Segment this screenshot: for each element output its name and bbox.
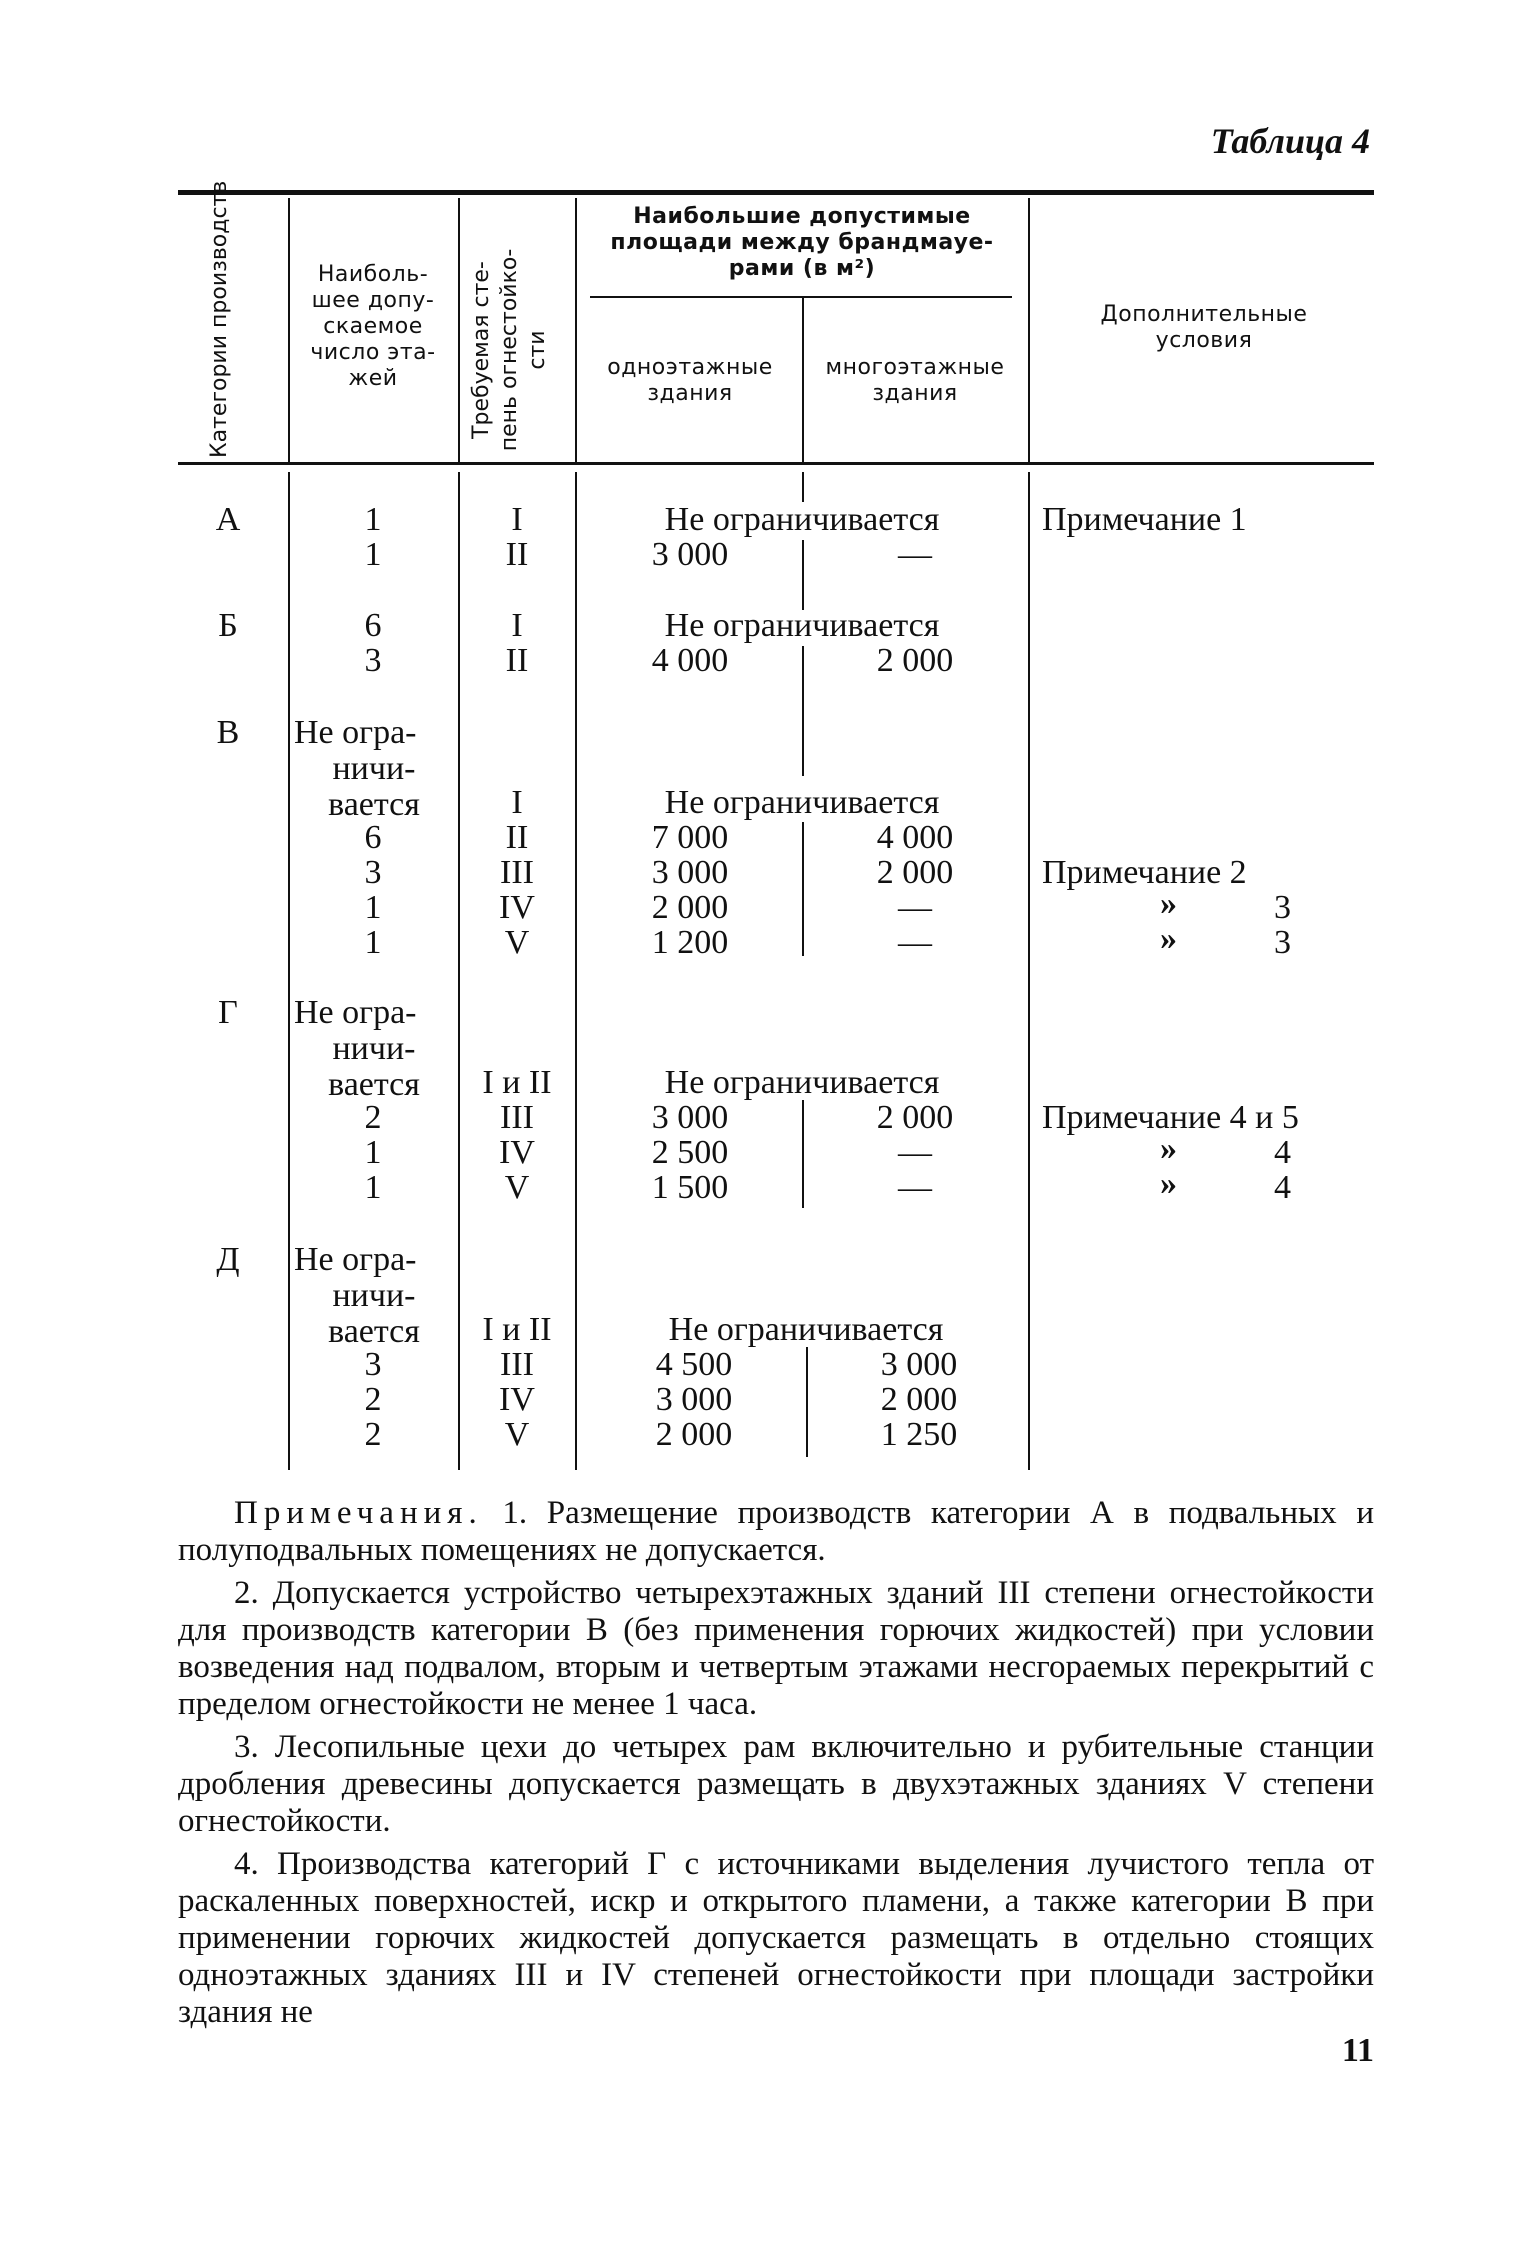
header-area-group (580, 204, 1024, 282)
unlimited-text: Не ограничивается (664, 501, 940, 538)
body-divider (1028, 472, 1030, 1470)
body-divider (575, 472, 577, 1470)
note-1-text: 1. Размещение производств категории А в подвальных и полуподвальных помещениях не допускается. (178, 1495, 1375, 1568)
floors-value: 1 (364, 1134, 382, 1171)
unlimited-text: Не ограничивается (664, 607, 940, 644)
header-area-line: рами (в м²) (728, 256, 876, 281)
header-floors (292, 262, 454, 392)
degree-value: II (505, 642, 529, 679)
single-storey-value: 3 000 (655, 1381, 733, 1418)
degree-value: II (505, 536, 529, 573)
single-storey-value: 2 000 (651, 889, 729, 926)
floors-unlimited-line: вается (328, 786, 420, 823)
multi-storey-value: — (898, 924, 932, 961)
category-v: В (216, 714, 240, 751)
unlimited-text: Не ограничивается (664, 784, 940, 821)
note-1 (178, 1495, 1374, 1569)
floors-unlimited (294, 715, 454, 823)
notes-block (178, 1495, 1374, 2037)
header-divider (1028, 198, 1030, 462)
degree-value: III (500, 1346, 534, 1383)
unlimited-text: Не ограничивается (664, 1064, 940, 1101)
single-storey-value: 7 000 (651, 819, 729, 856)
floors-unlimited-line: вается (328, 1066, 420, 1103)
floors-value: 2 (364, 1099, 382, 1136)
header-single-line: одноэтажные (607, 355, 773, 380)
floors-value: 2 (364, 1381, 382, 1418)
body-divider (802, 1100, 804, 1208)
additional-note: Примечание 4 и 5 (1042, 1099, 1299, 1136)
table-caption: Таблица 4 (1210, 121, 1370, 161)
header-additional (1034, 302, 1374, 354)
header-area-line: Наибольшие допустимые (633, 204, 971, 229)
note-number: 4 (1274, 1134, 1291, 1171)
floors-value: 1 (364, 501, 382, 538)
note-2: 2. Допускается устройство четырехэтажных зданий III степени огнестойкости для производств категории В (без применения горючих жидкостей) при условии возведения над подвалом, вторым и четвертым этажами несгораемых перекрытий с пределом огнестойкости не менее 1 часа. (178, 1575, 1374, 1722)
floors-value: 6 (364, 607, 382, 644)
ditto-mark: » (1160, 1165, 1177, 1202)
category-a: А (215, 501, 241, 538)
degree-value: III (500, 1099, 534, 1136)
multi-storey-value: 2 000 (876, 642, 954, 679)
header-floors-line: скаемое (323, 314, 423, 339)
category-d: Д (216, 1241, 240, 1278)
note-number: 3 (1274, 889, 1291, 926)
ditto-mark: » (1160, 920, 1177, 957)
unlimited-text: Не ограничивается (668, 1311, 944, 1348)
note-4: 4. Производства категорий Г с источниками выделения лучистого тепла от раскаленных поверхностей, искр и открытого пламени, а также категории В при применении горючих жидкостей допускается размещать в отдельно стоящих одноэтажных зданиях III и IV степеней огнестойкости при площади застройки здания не (178, 1846, 1374, 2030)
multi-storey-value: — (898, 1134, 932, 1171)
multi-storey-value: 2 000 (880, 1381, 958, 1418)
single-storey-value: 3 000 (651, 536, 729, 573)
body-divider (806, 1347, 808, 1457)
header-floors-line: число эта- (310, 340, 436, 365)
multi-storey-value: 4 000 (876, 819, 954, 856)
category-g: Г (218, 994, 238, 1031)
note-3: 3. Лесопильные цехи до четырех рам включительно и рубительные станции дробления древесины допускается размещать в двухэтажных зданиях V степени огнестойкости. (178, 1729, 1374, 1839)
degree-value: IV (499, 1381, 535, 1418)
floors-unlimited-line: Не огра- (294, 994, 417, 1031)
header-single-storey (580, 355, 800, 407)
additional-note: Примечание 1 (1042, 501, 1247, 538)
header-divider (575, 198, 577, 462)
floors-unlimited-line: ничи- (332, 1030, 416, 1067)
single-storey-value: 3 000 (651, 1099, 729, 1136)
floors-value: 3 (364, 854, 382, 891)
ditto-mark: » (1160, 1130, 1177, 1167)
degree-value: V (504, 1416, 530, 1453)
body-divider (802, 822, 804, 956)
single-storey-value: 1 500 (651, 1169, 729, 1206)
floors-value: 3 (364, 1346, 382, 1383)
degree-value: V (504, 1169, 530, 1206)
single-storey-value: 4 000 (651, 642, 729, 679)
body-divider (802, 540, 804, 610)
degree-value: I (511, 784, 523, 821)
floors-unlimited-line: ничи- (332, 750, 416, 787)
category-b: Б (218, 607, 238, 644)
floors-value: 1 (364, 536, 382, 573)
multi-storey-value: 2 000 (876, 854, 954, 891)
floors-unlimited (294, 995, 454, 1103)
header-floors-line: жей (348, 366, 398, 391)
header-additional-line: Дополнительные (1100, 302, 1308, 327)
header-single-line: здания (647, 381, 733, 406)
multi-storey-value: 2 000 (876, 1099, 954, 1136)
header-fire-degree-text: Требуемая сте- пень огнестойко- сти (469, 248, 550, 452)
table-top-rule (178, 190, 1374, 195)
degree-value: IV (499, 889, 535, 926)
multi-storey-value: — (898, 536, 932, 573)
degree-value: IV (499, 1134, 535, 1171)
notes-heading: Примечания. (234, 1495, 483, 1531)
floors-unlimited-line: Не огра- (294, 1241, 417, 1278)
body-divider (802, 472, 804, 502)
additional-note: Примечание 2 (1042, 854, 1247, 891)
header-multi-storey (804, 355, 1026, 407)
table-header-rule (178, 462, 1374, 465)
floors-value: 1 (364, 924, 382, 961)
header-divider (288, 198, 290, 462)
header-subrule (590, 296, 1012, 298)
degree-value: II (505, 819, 529, 856)
floors-unlimited (294, 1242, 454, 1350)
multi-storey-value: 3 000 (880, 1346, 958, 1383)
multi-storey-value: 1 250 (880, 1416, 958, 1453)
floors-unlimited-line: вается (328, 1313, 420, 1350)
multi-storey-value: — (898, 1169, 932, 1206)
degree-value: III (500, 854, 534, 891)
floors-unlimited-line: ничи- (332, 1277, 416, 1314)
header-additional-line: условия (1155, 328, 1253, 353)
single-storey-value: 2 000 (655, 1416, 733, 1453)
floors-value: 2 (364, 1416, 382, 1453)
single-storey-value: 1 200 (651, 924, 729, 961)
floors-unlimited-line: Не огра- (294, 714, 417, 751)
header-category (207, 180, 263, 458)
page-number: 11 (1341, 2032, 1374, 2069)
floors-value: 6 (364, 819, 382, 856)
single-storey-value: 2 500 (651, 1134, 729, 1171)
body-divider (458, 472, 460, 1470)
multi-storey-value: — (898, 889, 932, 926)
header-category-text: Категории производств (207, 180, 232, 458)
degree-value: I и II (482, 1064, 552, 1101)
degree-value: I и II (482, 1311, 552, 1348)
header-multi-line: многоэтажные (825, 355, 1005, 380)
degree-value: I (511, 501, 523, 538)
header-area-line: площади между брандмауе- (610, 230, 994, 255)
note-number: 3 (1274, 924, 1291, 961)
body-divider (288, 472, 290, 1470)
header-fire-degree (468, 232, 564, 468)
header-divider (458, 198, 460, 462)
floors-value: 1 (364, 889, 382, 926)
body-divider (802, 646, 804, 776)
floors-value: 1 (364, 1169, 382, 1206)
degree-value: I (511, 607, 523, 644)
header-floors-line: шее допу- (311, 288, 435, 313)
ditto-mark: » (1160, 885, 1177, 922)
note-number: 4 (1274, 1169, 1291, 1206)
header-multi-line: здания (872, 381, 958, 406)
single-storey-value: 3 000 (651, 854, 729, 891)
floors-value: 3 (364, 642, 382, 679)
degree-value: V (504, 924, 530, 961)
single-storey-value: 4 500 (655, 1346, 733, 1383)
header-floors-line: Наиболь- (317, 262, 429, 287)
